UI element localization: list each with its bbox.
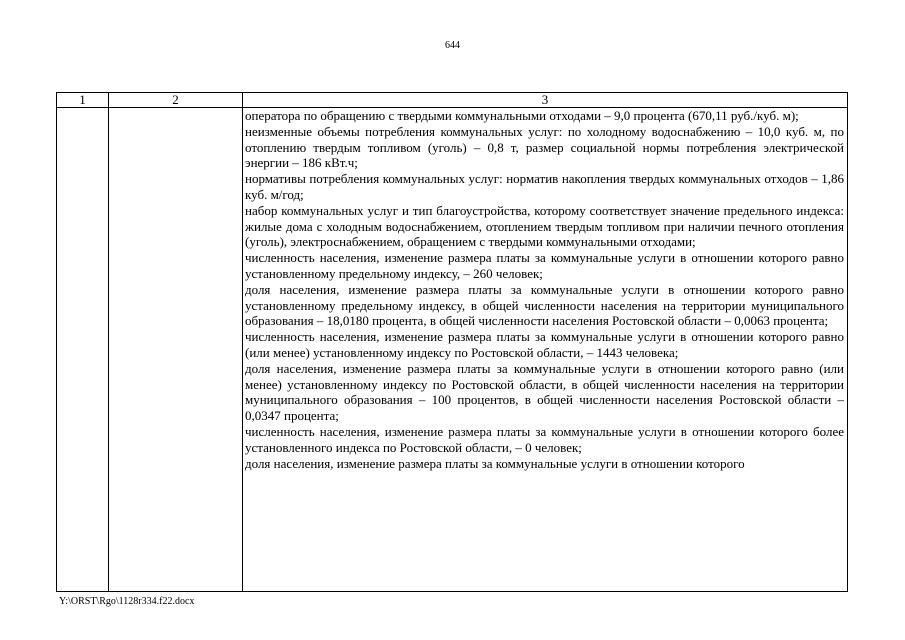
column-header-1: 1 [57,93,109,108]
cell-column-1 [57,108,109,592]
paragraph-share-less-regional-index: доля населения, изменение размера платы за коммунальные услуги в отношении которого равно (или менее) установленному индексу по Ростовской области, в общей численности населения на территории муниципального образования – 100 процентов, в общей численности населения Ростовской области – 0,0347 процента; [245,360,844,424]
paragraph-services-set: набор коммунальных услуг и тип благоустройства, которому соответствует значение предельного индекса: жилые дома с холодным водоснабжением, отоплением твердым топливом при наличии печного отопления (уголь), электроснабжением, обращением с твердыми коммунальными отходами; [245,202,844,250]
table-header-row [57,93,848,108]
paragraph-operator-share: оператора по обращению с твердыми коммунальными отходами – 9,0 процента (670,11 руб./куб. м); [245,108,799,123]
paragraph-population-equal-index: численность населения, изменение размера платы за коммунальные услуги в отношении которого равно установленному предельному индексу, – 260 человек; [245,250,844,281]
page-number: 644 [445,40,460,51]
table-row [57,108,848,592]
document-table [56,92,848,592]
cell-column-3 [243,108,848,592]
paragraph-population-less-regional-index: численность населения, изменение размера платы за коммунальные услуги в отношении которого равно (или менее) установленному индексу по Ростовской области, – 1443 человека; [245,329,844,360]
cell-column-2 [109,108,243,592]
paragraph-consumption-volumes: неизменные объемы потребления коммунальных услуг: по холодному водоснабжению – 10,0 куб. м, по отоплению твердым топливом (уголь) – 0,8 т, размер социальной нормы потребления электрической энергии – 186 кВт.ч; [245,123,844,171]
paragraph-population-more-regional-index: численность населения, изменение размера платы за коммунальные услуги в отношении которого более установленного индекса по Ростовской области, – 0 человек; [245,423,844,455]
paragraph-share-equal-index: доля населения, изменение размера платы за коммунальные услуги в отношении которого равно установленному предельному индексу, в общей численности населения на территории муниципального образования – 18,0180 процента, в общей численности населения Ростовской области – 0,0063 процента; [245,281,844,329]
footer-file-path: Y:\ORST\Rgo\1128r334.f22.docx [59,596,195,607]
column-header-2: 2 [109,93,243,108]
paragraph-share-more-regional-index: доля населения, изменение размера платы за коммунальные услуги в отношении которого [245,455,745,471]
column-header-3: 3 [243,93,848,108]
paragraph-consumption-norms: нормативы потребления коммунальных услуг: норматив накопления твердых коммунальных отходов – 1,86 куб. м/год; [245,171,844,202]
